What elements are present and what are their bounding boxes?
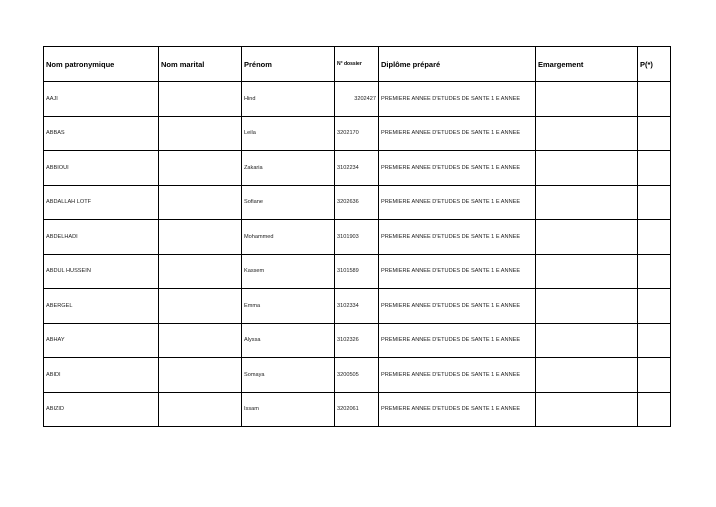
cell-diplome: PREMIERE ANNEE D'ETUDES DE SANTE 1 E ANNEE	[379, 392, 536, 427]
cell-prenom: Sofiane	[242, 185, 335, 220]
cell-nom-patronymique: AAJI	[44, 82, 159, 117]
cell-dossier: 3200505	[335, 358, 379, 393]
cell-prenom: Emma	[242, 289, 335, 324]
cell-p[interactable]	[638, 185, 671, 220]
cell-diplome: PREMIERE ANNEE D'ETUDES DE SANTE 1 E ANNEE	[379, 116, 536, 151]
cell-p[interactable]	[638, 220, 671, 255]
header-nom-marital: Nom marital	[159, 47, 242, 82]
cell-diplome: PREMIERE ANNEE D'ETUDES DE SANTE 1 E ANNEE	[379, 289, 536, 324]
cell-emargement[interactable]	[536, 323, 638, 358]
attendance-table	[43, 46, 671, 427]
cell-emargement[interactable]	[536, 289, 638, 324]
cell-emargement[interactable]	[536, 358, 638, 393]
cell-emargement[interactable]	[536, 185, 638, 220]
cell-nom-patronymique: ABBIOUI	[44, 151, 159, 186]
header-emargement: Emargement	[536, 47, 638, 82]
table-row	[44, 254, 671, 289]
cell-p[interactable]	[638, 151, 671, 186]
cell-p[interactable]	[638, 323, 671, 358]
cell-nom-marital	[159, 185, 242, 220]
cell-diplome: PREMIERE ANNEE D'ETUDES DE SANTE 1 E ANNEE	[379, 151, 536, 186]
cell-nom-patronymique: ABBAS	[44, 116, 159, 151]
table-row	[44, 185, 671, 220]
table-row	[44, 358, 671, 393]
cell-dossier: 3202170	[335, 116, 379, 151]
cell-nom-marital	[159, 323, 242, 358]
cell-diplome: PREMIERE ANNEE D'ETUDES DE SANTE 1 E ANNEE	[379, 358, 536, 393]
cell-dossier: 3101903	[335, 220, 379, 255]
cell-nom-marital	[159, 289, 242, 324]
cell-emargement[interactable]	[536, 116, 638, 151]
cell-prenom: Zakaria	[242, 151, 335, 186]
cell-nom-marital	[159, 151, 242, 186]
cell-prenom: Leila	[242, 116, 335, 151]
cell-dossier: 3101589	[335, 254, 379, 289]
cell-nom-patronymique: ABHAY	[44, 323, 159, 358]
cell-prenom: Alyssa	[242, 323, 335, 358]
cell-p[interactable]	[638, 82, 671, 117]
table-row	[44, 220, 671, 255]
cell-nom-marital	[159, 82, 242, 117]
cell-nom-marital	[159, 220, 242, 255]
table-body	[44, 82, 671, 427]
cell-emargement[interactable]	[536, 254, 638, 289]
cell-dossier: 3202427	[335, 82, 379, 117]
cell-nom-patronymique: ABDALLAH LOTF	[44, 185, 159, 220]
cell-diplome: PREMIERE ANNEE D'ETUDES DE SANTE 1 E ANNEE	[379, 82, 536, 117]
cell-p[interactable]	[638, 254, 671, 289]
table-row	[44, 323, 671, 358]
cell-dossier: 3102234	[335, 151, 379, 186]
cell-nom-marital	[159, 254, 242, 289]
table-row	[44, 151, 671, 186]
cell-nom-marital	[159, 116, 242, 151]
cell-nom-marital	[159, 358, 242, 393]
header-row	[44, 47, 671, 82]
cell-p[interactable]	[638, 358, 671, 393]
cell-prenom: Hind	[242, 82, 335, 117]
cell-diplome: PREMIERE ANNEE D'ETUDES DE SANTE 1 E ANNEE	[379, 254, 536, 289]
table-row	[44, 392, 671, 427]
header-prenom: Prénom	[242, 47, 335, 82]
cell-prenom: Kassem	[242, 254, 335, 289]
cell-nom-patronymique: ABDELHADI	[44, 220, 159, 255]
cell-p[interactable]	[638, 289, 671, 324]
cell-diplome: PREMIERE ANNEE D'ETUDES DE SANTE 1 E ANNEE	[379, 185, 536, 220]
table-row	[44, 82, 671, 117]
cell-diplome: PREMIERE ANNEE D'ETUDES DE SANTE 1 E ANNEE	[379, 220, 536, 255]
cell-dossier: 3202636	[335, 185, 379, 220]
table-row	[44, 289, 671, 324]
cell-diplome: PREMIERE ANNEE D'ETUDES DE SANTE 1 E ANNEE	[379, 323, 536, 358]
header-diplome: Diplôme préparé	[379, 47, 536, 82]
cell-dossier: 3202061	[335, 392, 379, 427]
cell-nom-patronymique: ABIDI	[44, 358, 159, 393]
cell-dossier: 3102334	[335, 289, 379, 324]
header-p: P(*)	[638, 47, 671, 82]
attendance-sheet	[43, 46, 670, 427]
cell-nom-patronymique: ABERGEL	[44, 289, 159, 324]
cell-emargement[interactable]	[536, 151, 638, 186]
table-row	[44, 116, 671, 151]
cell-nom-patronymique: ABDUL HUSSEIN	[44, 254, 159, 289]
cell-p[interactable]	[638, 392, 671, 427]
header-nom-patronymique: Nom patronymique	[44, 47, 159, 82]
cell-p[interactable]	[638, 116, 671, 151]
cell-emargement[interactable]	[536, 392, 638, 427]
cell-prenom: Somaya	[242, 358, 335, 393]
cell-nom-patronymique: ABIZID	[44, 392, 159, 427]
cell-emargement[interactable]	[536, 82, 638, 117]
cell-prenom: Mohammed	[242, 220, 335, 255]
cell-prenom: Issam	[242, 392, 335, 427]
header-dossier: N° dossier	[335, 47, 379, 82]
cell-nom-marital	[159, 392, 242, 427]
cell-dossier: 3102326	[335, 323, 379, 358]
cell-emargement[interactable]	[536, 220, 638, 255]
